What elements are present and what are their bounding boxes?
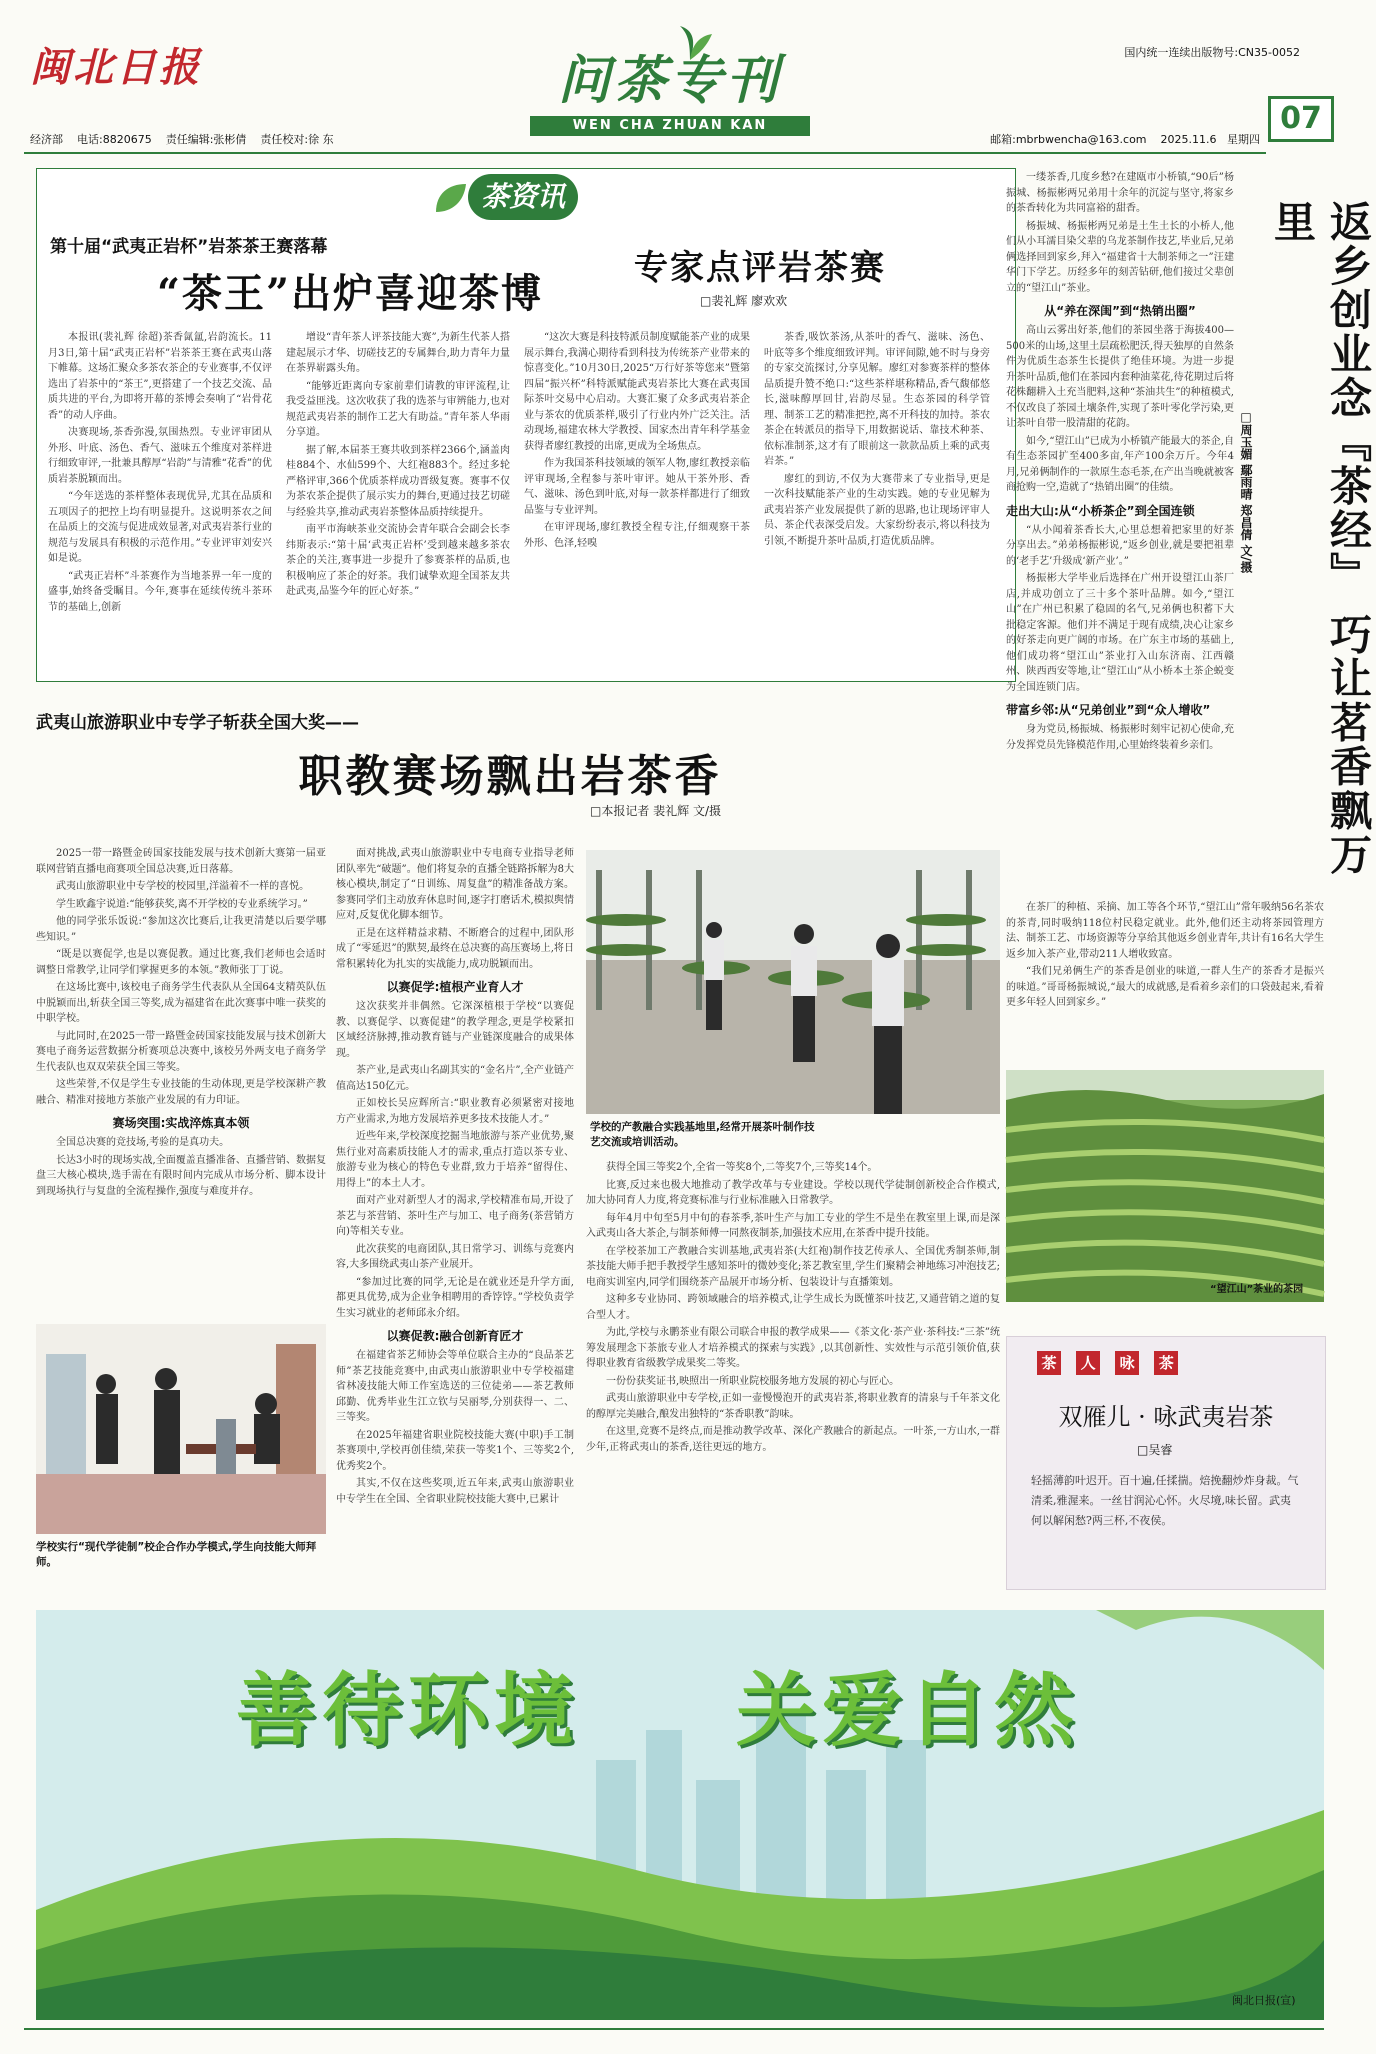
paragraph: 一份份获奖证书,映照出一所职业院校服务地方发展的初心与匠心。 <box>606 1375 900 1387</box>
date: 2025.11.6 <box>1160 133 1217 146</box>
paragraph: 其实,不仅在这些奖项,近五年来,武夷山旅游职业中专学生在全国、全省职业院校技能大赛中,已累计 <box>336 1478 574 1505</box>
weekday: 星期四 <box>1227 133 1260 146</box>
paragraph: 获得全国三等奖2个,全省一等奖8个,二等奖7个,三等奖14个。 <box>606 1162 878 1173</box>
masthead-rule <box>24 152 1266 154</box>
paragraph: 在福建省茶艺师协会等单位联合主办的“良品茶艺师”茶艺技能竞赛中,由武夷山旅游职业中专学校福建省林凌技能大师工作室选送的三位徒弟——茶艺教师邱勤、优秀毕业生江立钦与吴丽琴,分别获得一、二、三等奖。 <box>336 1350 574 1423</box>
section-pinyin: WEN CHA ZHUAN KAN <box>530 116 810 136</box>
paragraph: 这些荣誉,不仅是学生专业技能的生动体现,更是学校深耕产教融合、精准对接地方茶旅产业发展的有力印证。 <box>36 1079 326 1106</box>
article3-col2 <box>336 846 574 1566</box>
article2-headline: 专家点评岩茶赛 <box>634 248 886 288</box>
subhead: 从“养在深闺”到“热销出圈” <box>1044 304 1196 318</box>
bottom-rule <box>24 2028 1324 2030</box>
article2-col2 <box>764 330 990 672</box>
paragraph: 全国总决赛的竞技场,考验的是真功夫。 <box>56 1137 230 1148</box>
paragraph: “我们兄弟俩生产的茶香是创业的味道,一群人生产的茶香才是振兴的味道。”哥哥杨振城说,“最大的成就感,是看着乡亲们的口袋鼓起来,看着更多年轻人回到家乡。” <box>1006 966 1324 1008</box>
dept: 经济部 <box>30 133 63 146</box>
article3-headline: 职教赛场飘出岩茶香 <box>298 751 722 802</box>
paragraph: 此次获奖的电商团队,其日常学习、训练与竞赛内容,大多围绕武夷山茶产业展开。 <box>336 1243 574 1270</box>
workshop-photo <box>586 850 1000 1114</box>
info-bar <box>30 130 1260 150</box>
poem-text: 轻摇薄韵叶迟开。百十遍,任揉揣。焙挽翻炒炸身裁。气清柔,雅渥来。一丝甘润沁心怀。火尽境,味长留。武夷何以解闲愁?两三杯,不夜侯。 <box>1031 1474 1299 1527</box>
paragraph: 在茶厂的种植、采摘、加工等各个环节,“望江山”常年吸纳56名茶农的茶青,同时吸纳118位村民稳定就业。此外,他们还主动将茶园管理方法、制茶工艺、市场资源等分享给其他返乡创业青年,共计有16名大学生返乡加入茶产业,带动211人增收致富。 <box>1006 902 1324 960</box>
paragraph: 正如校长吴应辉所言:“职业教育必须紧密对接地方产业需求,为地方发展培养更多技术技能人才。” <box>336 1098 574 1125</box>
paragraph: 学生欧鑫宇说道:“能够获奖,离不开学校的专业系统学习。” <box>56 898 308 910</box>
paragraph: “这次大赛是科技特派员制度赋能茶产业的成果展示舞台,我满心期待看到科技为传统茶产业带来的惊喜变化。”10月30日,2025“万行好茶等您来”暨第四届“振兴杯”科特派赋能武夷岩茶比大赛在武夷国际茶叶交易中心启动。大赛汇聚了众多武夷岩茶企业与茶农的优质茶样,吸引了行业内外广泛关注。活动现场,福建农林大学教授、国家杰出青年科学基金获得者廖红教授的出席,更成为全场焦点。 <box>524 332 750 452</box>
article1-col1 <box>48 330 272 672</box>
paragraph: 作为我国茶科技领域的领军人物,廖红教授亲临评审现场,全程参与茶叶审评。她从干茶外形、香气、滋味、汤色到叶底,对每一款茶样都进行了细致品鉴与专业评判。 <box>524 458 750 516</box>
section-title: 问茶专刊 <box>557 50 782 111</box>
banner-slogan-right: 关爱自然 <box>736 1663 1080 1757</box>
article2-byline: □裴礼辉 廖欢欢 <box>700 294 788 308</box>
paragraph: “能够近距离向专家前辈们请教的审评流程,让我受益匪浅。这次收获了我的选茶与审辨能力,也对规范武夷岩茶的制作工艺大有助益。”青年茶人华雨分享道。 <box>286 380 510 438</box>
info-right <box>990 130 1260 150</box>
poem-box <box>1006 1336 1326 1590</box>
tea-garden-caption: “望江山”茶业的茶园 <box>1210 1284 1304 1295</box>
poem-tag-char: 茶 <box>1037 1351 1061 1375</box>
article4-byline <box>1238 410 1262 650</box>
paragraph: 面对产业对新型人才的渴求,学校精准布局,开设了茶艺与茶营销、茶叶生产与加工、电子商务(茶营销方向)等相关专业。 <box>336 1195 574 1237</box>
leaf-icon <box>430 178 470 218</box>
article1-col2 <box>286 330 510 672</box>
article4-col-wide <box>1006 900 1324 1060</box>
paragraph: “今年送选的茶样整体表现优异,尤其在品质和五项因子的把控上均有明显提升。这说明茶农之间在品质上的交流与促进成效显著,对武夷岩茶行业的规范与发展具有积极的示范作用。”专业评审刘安兴如是说。 <box>48 491 272 564</box>
paragraph: 决赛现场,茶香弥漫,氛围热烈。专业评审团从外形、叶底、汤色、香气、滋味五个维度对茶样进行细致审评,一批兼具醇厚“岩韵”与清雅“花香”的优质岩茶脱颖而出。 <box>48 427 272 485</box>
paragraph: 在这里,竞赛不是终点,而是推动教学改革、深化产教融合的新起点。一叶茶,一方山水,一群少年,正将武夷山的茶香,送往更远的地方。 <box>586 1426 1000 1453</box>
article4-byline-text: □周玉媚 鄢雨晴 郑昌倩 文/摄 <box>1239 410 1253 573</box>
paragraph: 在审评现场,廖红教授全程专注,仔细观察干茶外形、色泽,轻嗅 <box>524 522 750 549</box>
article2-col1 <box>524 330 750 672</box>
paragraph: 一缕茶香,几度乡愁?在建瓯市小桥镇,“90后”杨振城、杨振彬两兄弟用十余年的沉淀与坚守,将家乡的茶香转化为共同富裕的甜香。 <box>1006 172 1234 214</box>
article3-col3 <box>586 1160 1000 1600</box>
paragraph: 增设“青年茶人评茶技能大赛”,为新生代茶人搭建起展示才华、切磋技艺的专属舞台,助力青年力量在茶界崭露头角。 <box>286 332 510 374</box>
subhead: 以赛促教:融合创新育匠才 <box>386 1329 524 1343</box>
paragraph: 2025一带一路暨金砖国家技能发展与技术创新大赛第一届亚联网营销直播电商赛项全国总决赛,近日落幕。 <box>36 848 326 875</box>
section-title-block <box>520 22 820 132</box>
paragraph: 在学校茶加工产教融合实训基地,武夷岩茶(大红袍)制作技艺传承人、全国优秀制茶师,制茶技能大师手把手教授学生感知茶叶的微妙变化;茶艺教室里,学生们聚精会神地练习冲泡技艺;电商实训室内,同学们围绕茶产品展开市场分析、包装设计与直播策划。 <box>586 1245 1000 1288</box>
paragraph: 这种多专业协同、跨领域融合的培养模式,让学生成长为既懂茶叶技艺,又通营销之道的复合型人才。 <box>586 1294 1000 1321</box>
chazixun-badge <box>430 170 610 224</box>
article1-kicker: 第十届“武夷正岩杯”岩茶茶王赛落幕 <box>50 237 328 257</box>
page-number-box <box>1268 96 1334 142</box>
paragraph: 身为党员,杨振城、杨振彬时刻牢记初心使命,充分发挥党员先锋模范作用,心里始终装着乡亲们。 <box>1006 724 1234 751</box>
phone: 电话:8820675 <box>77 133 152 146</box>
paragraph: 高山云雾出好茶,他们的茶园坐落于海拔400—500米的山场,这里土层疏松肥沃,得天独厚的自然条件为优质生态茶生长提供了绝佳环境。为进一步提升茶叶品质,他们在茶园内套种油菜花,待花期过后将花株翻耕入土充当肥料,这种“茶油共生”的种植模式,不仅改良了茶园土壤条件,实现了茶叶零化学污染,更让茶叶自带一股清甜的花韵。 <box>1006 325 1234 429</box>
article3-col1 <box>36 846 326 1306</box>
subhead: 以赛促学:植根产业育人才 <box>386 980 524 994</box>
paragraph: 杨振城、杨振彬两兄弟是土生土长的小桥人,他们从小耳濡目染父辈的乌龙茶制作技艺,毕业后,兄弟俩选择回到家乡,拜入“福建省十大制茶师之一”汪建华门下学艺。历经多年的刻苦钻研,他们接过父辈创立的“望江山”茶业。 <box>1006 220 1234 294</box>
paragraph: 南平市海峡茶业交流协会青年联合会副会长李纬斯表示:“第十届‘武夷正岩杯’受到越来越多茶农茶企的关注,赛事进一步提升了参赛茶样的品质,也积极响应了茶企的好茶。我们诚挚欢迎全国茶友共赴武夷,品鉴今年的匠心好茶。” <box>286 524 510 597</box>
article3-byline: □本报记者 裴礼辉 文/摄 <box>590 804 722 818</box>
paragraph: 茶产业,是武夷山名副其实的“金名片”,全产业链产值高达150亿元。 <box>336 1065 574 1092</box>
paragraph: 在这场比赛中,该校电子商务学生代表队从全国64支精英队伍中脱颖而出,斩获全国三等奖,成为福建省在此次赛事中唯一获奖的中职学校。 <box>36 982 326 1024</box>
editor: 责任编辑:张彬倩 <box>165 133 247 146</box>
paragraph: 据了解,本届茶王赛共收到茶样2366个,涵盖肉桂884个、水仙599个、大红袍883个。经过多轮严格评审,366个优质茶样成功晋级复赛。赛事不仅为茶农茶企提供了展示实力的舞台,更通过技艺切磋与经验共享,推动武夷岩茶整体品质持续提升。 <box>286 444 510 518</box>
paragraph: 武夷山旅游职业中专学校的校园里,洋溢着不一样的喜悦。 <box>56 881 310 892</box>
paragraph: 廖红的到访,不仅为大赛带来了专业指导,更是一次科技赋能茶产业的生动实践。她的专业见解为武夷岩茶产业发展提供了新的思路,也让现场评审人员、茶企代表深受启发。大家纷纷表示,将以科技为引领,不断提升茶叶品质,打造优质品牌。 <box>764 473 990 547</box>
paragraph: 杨振彬大学毕业后选择在广州开设望江山茶厂店,并成功创立了三十多个茶叶品牌。如今,“望江山”在广州已积累了稳固的名气,兄弟俩也积蓄下大批稳定客源。他们并不满足于现有成绩,决心让家乡的好茶走向更广阔的市场。在广东主市场的基础上,他们成功将“望江山”茶业打入山东济南、江西赣州、陕西西安等地,让“望江山”从小桥本土茶企蜕变为全国连锁门店。 <box>1006 573 1234 693</box>
environment-banner <box>36 1610 1324 2020</box>
newspaper-logo <box>30 40 230 96</box>
paragraph: 他的同学张乐饭说:“参加这次比赛后,让我更清楚以后要学哪些知识。” <box>36 916 326 943</box>
banner-slogan-left: 善待环境 <box>236 1663 580 1757</box>
paragraph: “参加过比赛的同学,无论是在就业还是升学方面,都更具优势,成为企业争相聘用的香饽饽。”学校负责学生实习就业的老师邱永介绍。 <box>336 1276 574 1319</box>
article1-headline: “茶王”出炉喜迎茶博 <box>156 270 543 317</box>
article4-headline-text: 返乡创业念『茶经』 巧让茗香飘万里 <box>1268 200 1373 877</box>
subhead: 走出大山:从“小桥茶企”到全国连锁 <box>1006 503 1195 518</box>
subhead: 带富乡邻:从“兄弟创业”到“众人增收” <box>1006 703 1211 717</box>
poem-title: 双雁儿 · 咏武夷岩茶 <box>1058 1403 1274 1431</box>
email: 邮箱:mbrbwencha@163.com <box>990 133 1147 146</box>
paragraph: 面对挑战,武夷山旅游职业中专电商专业指导老师团队率先“破题”。他们将复杂的直播全链路拆解为8大核心模块,制定了“日训练、周复盘”的精准备战方案。参赛同学们主动放弃休息时间,逐字打磨话术,模拟舆情应对,反复优化脚本细节。 <box>336 848 574 921</box>
poem-tag-char: 茶 <box>1154 1351 1178 1375</box>
poem-tag-char: 人 <box>1076 1351 1100 1375</box>
proofreader: 责任校对:徐 东 <box>260 133 334 146</box>
paragraph: 本报讯(裴礼辉 徐超)茶香氤氲,岩韵流长。11月3日,第十届“武夷正岩杯”岩茶茶王赛在武夷山落下帷幕。这场汇聚众多茶农茶企的专业赛事,不仅评选出了岩茶中的“茶王”,更搭建了一个技艺交流、品质共进的平台,为即将开幕的茶博会奏响了“岩骨花香”的动人序曲。 <box>48 332 272 421</box>
paragraph: 为此,学校与永鹏茶业有限公司联合申报的教学成果——《茶文化·茶产业·茶科技:“三茶”统筹发展理念下茶旅专业人才培养模式的探索与实践》,以其创新性、实效性与示范引领价值,获得职业教育省级教学成果奖二等奖。 <box>586 1327 1000 1369</box>
paragraph: 在2025年福建省职业院校技能大赛(中职)手工制茶赛项中,学校再创佳绩,荣获一等奖1个、三等奖2个,优秀奖2个。 <box>336 1429 574 1472</box>
poem-tag-char: 咏 <box>1115 1351 1139 1375</box>
paragraph: “武夷正岩杯”斗茶赛作为当地茶界一年一度的盛事,始终备受瞩目。今年,赛事在延续传统斗茶环节的基础上,创新 <box>48 570 272 613</box>
paragraph: 茶香,吸饮茶汤,从茶叶的香气、滋味、汤色、叶底等多个维度细致评判。审评间隙,她不时与身旁的专家交流探讨,分享见解。廖红对参赛茶样的整体品质提升赞不绝口:“这些茶样堪称精品,香气馥郁悠长,滋味醇厚回甘,岩韵尽显。生态茶园的科学管理、制茶工艺的精准把控,离不开科技的加持。茶农茶企在转派员的指导下,用数据说话、靠技术种茶、依标准制茶,这才有了眼前这一款款品质上乘的武夷岩茶。” <box>764 332 990 467</box>
publication-number: 国内统一连续出版物号:CN35-0052 <box>1124 46 1300 59</box>
paragraph: “既是以赛促学,也是以赛促教。通过比赛,我们老师也会适时调整日常教学,让同学们掌握更多的本领。”教师张丁丁说。 <box>36 949 326 976</box>
apprentice-photo-caption: 学校实行“现代学徒制”校企合作办学模式,学生向技能大师拜师。 <box>36 1541 317 1568</box>
workshop-photo-caption: 学校的产教融合实践基地里,经常开展茶叶制作技艺交流或培训活动。 <box>590 1121 815 1148</box>
paragraph: “从小闻着茶香长大,心里总想着把家里的好茶分享出去。”弟弟杨振彬说,“返乡创业,就是要把祖辈的‘老手艺’升级成‘新产业’。” <box>1006 524 1234 567</box>
paragraph: 长达3小时的现场实战,全面覆盖直播准备、直播营销、数据复盘三大核心模块,选手需在有限时间内完成从市场分析、脚本设计到现场执行与复盘的全流程操作,强度与难度并存。 <box>36 1154 326 1197</box>
article4-headline <box>1264 200 1373 880</box>
paragraph: 如今,“望江山”已成为小桥镇产能最大的茶企,自有生态茶园扩至400多亩,年产100余万斤。今年4月,兄弟俩制作的一款原生态毛茶,在产出当晚就被客商抢购一空,造就了“热销出圈”的佳绩。 <box>1006 435 1234 493</box>
paragraph: 正是在这样精益求精、不断磨合的过程中,团队形成了“零延迟”的默契,最终在总决赛的高压赛场上,将日常积累转化为扎实的实战能力,成功脱颖而出。 <box>336 927 574 970</box>
paragraph: 与此同时,在2025一带一路暨金砖国家技能发展与技术创新大赛电子商务运营数据分析赛项总决赛中,该校另外两支电子商务学生代表队也双双荣获全国三等奖。 <box>36 1030 326 1073</box>
logo-text: 闽北日报 <box>30 44 202 91</box>
poem-author: □吴睿 <box>1137 1443 1173 1457</box>
banner-credit: 闽北日报(宣) <box>1232 1994 1296 2007</box>
paragraph: 近些年来,学校深度挖掘当地旅游与茶产业优势,聚焦行业对高素质技能人才的需求,重点打造以茶专业、旅游专业为核心的特色专业群,致力于培养“留得住、用得上”的本土人才。 <box>336 1131 574 1189</box>
paragraph: 每年4月中旬至5月中旬的春茶季,茶叶生产与加工专业的学生不是坐在教室里上课,而是深入武夷山各大茶企,与制茶师傅一同熬夜制茶,加强技术应用,在茶香中提升技能。 <box>586 1212 1000 1239</box>
tea-garden-photo <box>1006 1070 1324 1302</box>
chazixun-label: 茶资讯 <box>468 174 578 220</box>
paragraph: 这次获奖并非偶然。它深深植根于学校“以赛促教、以赛促学、以赛促建”的教学理念,更是学校紧扣区域经济脉搏,推动教育链与产业链深度融合的成果体现。 <box>336 1001 574 1059</box>
paragraph: 比赛,反过来也极大地推动了教学改革与专业建设。学校以现代学徒制创新校企合作模式,加大协同育人力度,将竞赛标准与行业标准融入日常教学。 <box>586 1179 1000 1206</box>
article3-kicker: 武夷山旅游职业中专学子斩获全国大奖—— <box>36 713 359 733</box>
page-number: 07 <box>1280 101 1322 136</box>
subhead: 赛场突围:实战淬炼真本领 <box>112 1116 250 1130</box>
paragraph: 武夷山旅游职业中专学校,正如一壶慢慢泡开的武夷岩茶,将职业教育的清泉与千年茶文化的醇厚完美融合,酿发出独特的“茶香职教”韵味。 <box>586 1393 1000 1420</box>
apprentice-photo <box>36 1324 326 1534</box>
poem-tag <box>1037 1351 1178 1375</box>
